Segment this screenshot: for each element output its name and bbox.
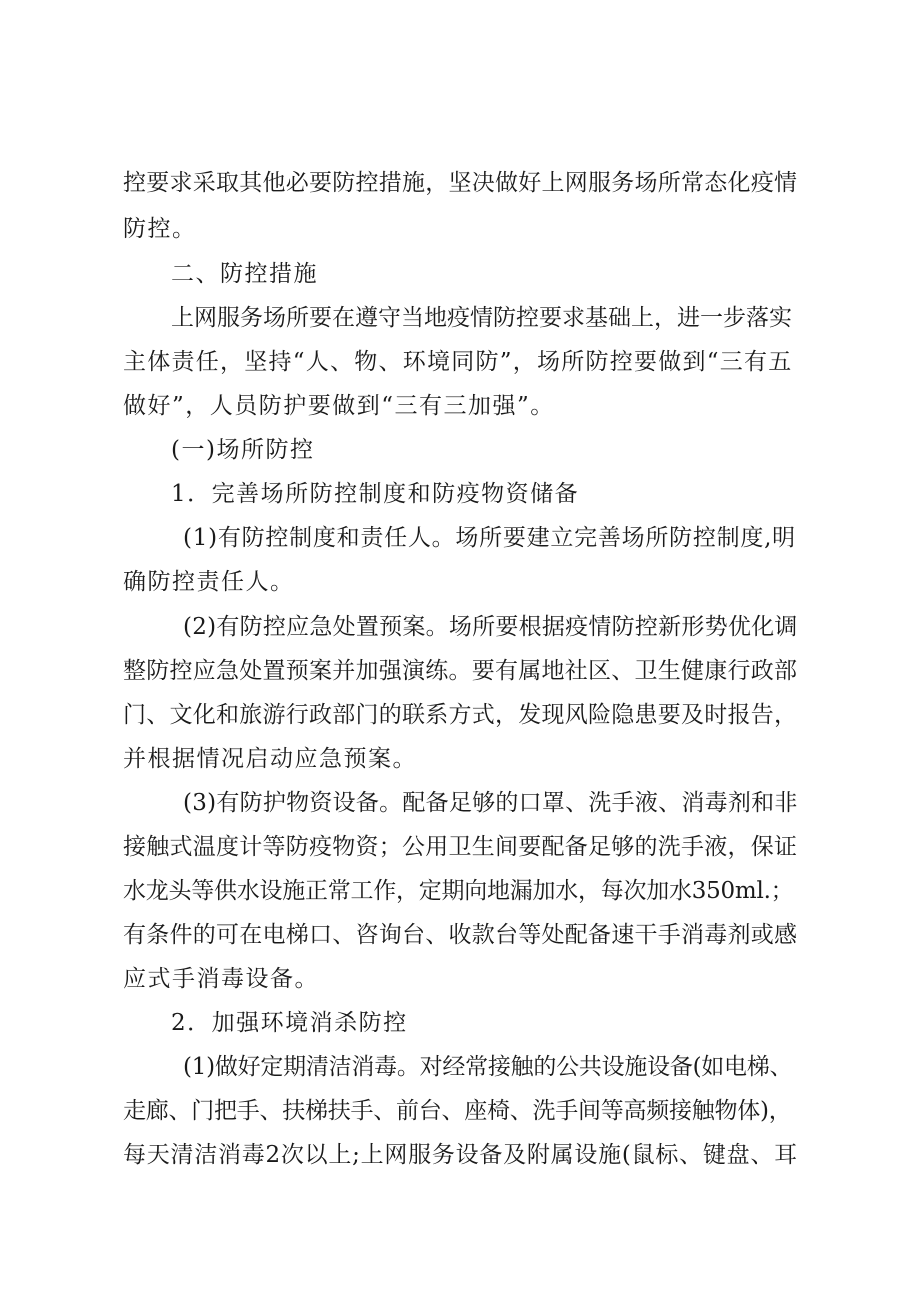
text-line: 水龙头等供水设施正常工作，定期向地漏加水，每次加水350ml.； <box>123 878 794 904</box>
text-line: (1)做好定期清洁消毒。对经常接触的公共设施设备(如电梯、 <box>183 1054 793 1080</box>
section-heading: 二、防控措施 <box>171 261 318 287</box>
text-line: 上网服务场所要在遵守当地疫情防控要求基础上，进一步落实 <box>171 305 792 331</box>
text-line: 应式手消毒设备。 <box>123 966 319 992</box>
subsection-heading: (一)场所防控 <box>171 437 315 463</box>
text-line: 确防控责任人。 <box>123 569 295 595</box>
text-line: 防控。 <box>123 216 197 242</box>
text-line: 接触式温度计等防疫物资；公用卫生间要配备足够的洗手液，保证 <box>123 834 798 860</box>
text-line: 有条件的可在电梯口、咨询台、收款台等处配备速干手消毒剂或感 <box>123 922 798 948</box>
text-line: 主体责任，坚持“人、物、环境同防”，场所防控要做到“三有五 <box>123 349 793 375</box>
text-line: 每天清洁消毒2次以上;上网服务设备及附属设施(鼠标、键盘、耳 <box>123 1142 798 1168</box>
text-line: 并根据情况启动应急预案。 <box>123 746 417 772</box>
text-line: 做好”，人员防护要做到“三有三加强”。 <box>123 393 555 419</box>
item-heading: 1．完善场所防控制度和防疫物资储备 <box>171 481 580 507</box>
text-line: (2)有防控应急处置预案。场所要根据疫情防控新形势优化调 <box>183 614 798 640</box>
text-line: 控要求采取其他必要防控措施，坚决做好上网服务场所常态化疫情 <box>123 170 798 196</box>
text-line: 整防控应急处置预案并加强演练。要有属地社区、卫生健康行政部 <box>123 658 798 684</box>
text-line: (1)有防控制度和责任人。场所要建立完善场所防控制度,明 <box>183 525 796 551</box>
text-line: (3)有防护物资设备。配备足够的口罩、洗手液、消毒剂和非 <box>183 790 798 816</box>
text-line: 门、文化和旅游行政部门的联系方式，发现风险隐患要及时报告， <box>123 702 798 728</box>
item-heading: 2．加强环境消杀防控 <box>171 1010 408 1036</box>
text-line: 走廊、门把手、扶梯扶手、前台、座椅、洗手间等高频接触物体)， <box>123 1098 792 1124</box>
